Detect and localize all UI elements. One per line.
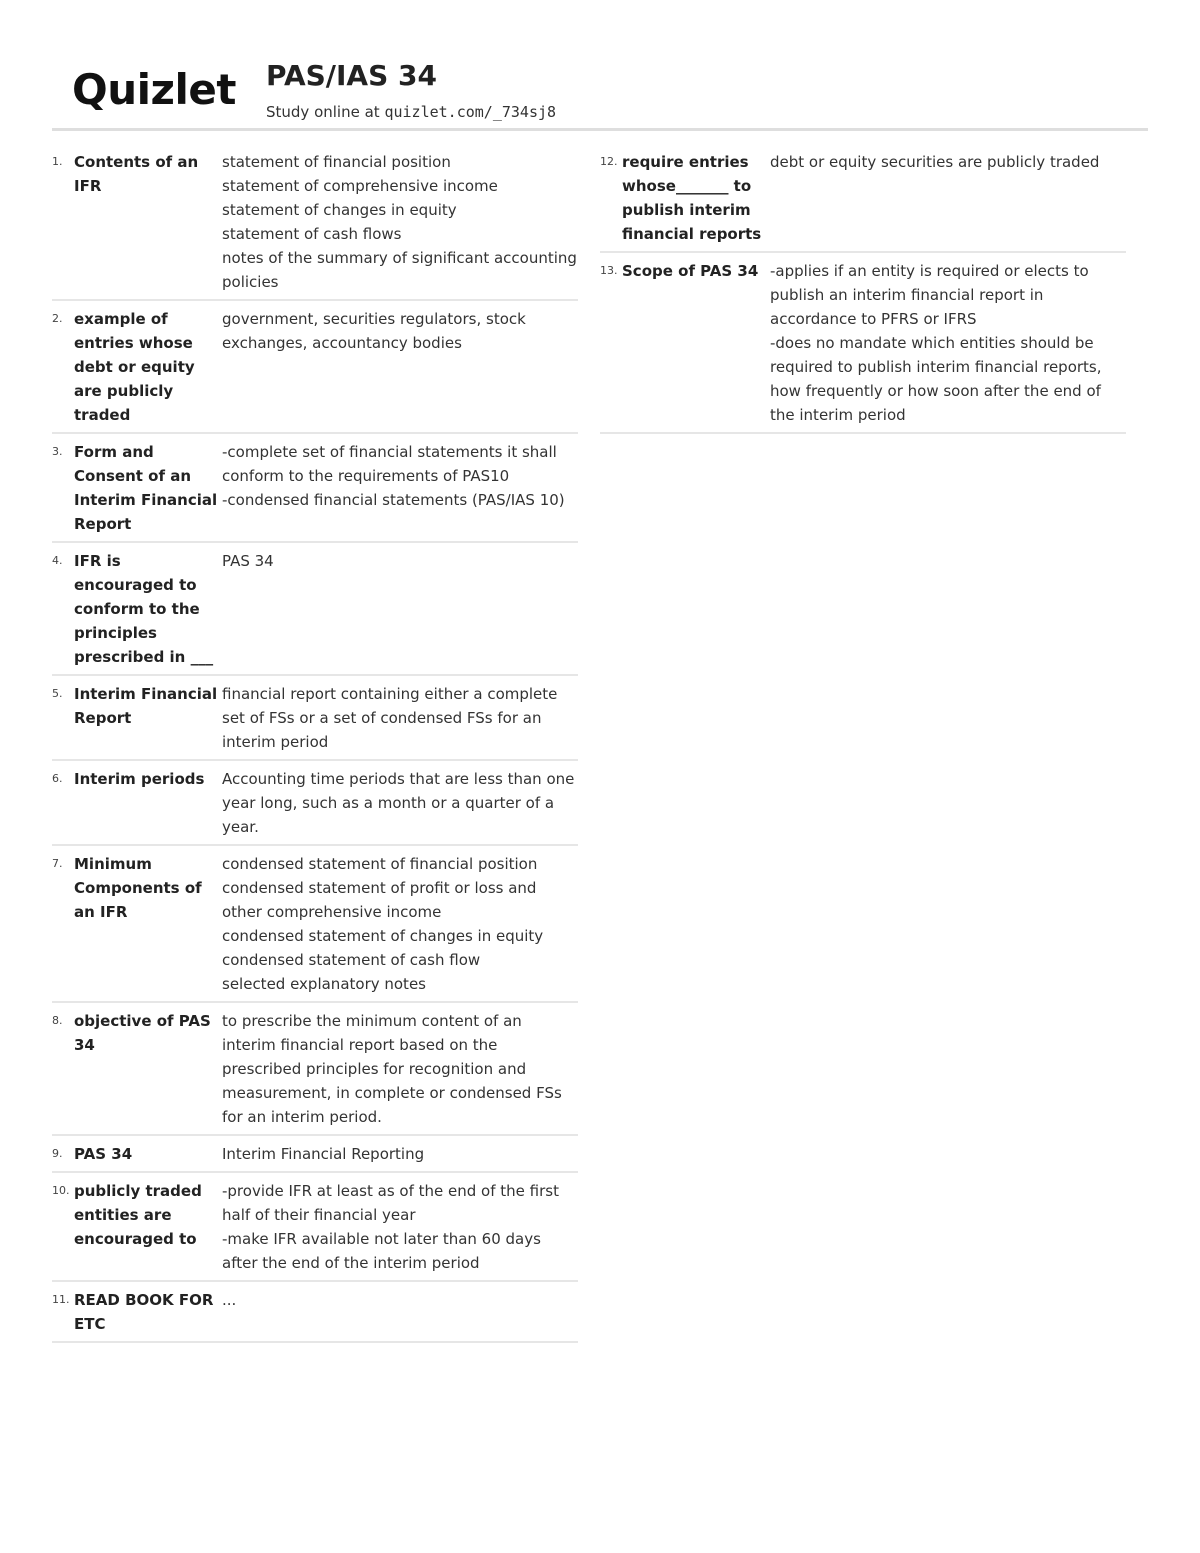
card-definition: statement of financial position statement of comprehensive income statement of changes in equity statement of cash flows notes of the summary of significant accounting policies bbox=[222, 153, 577, 291]
card-definition: Accounting time periods that are less than one year long, such as a month or a quarter of a year. bbox=[222, 770, 575, 836]
card-8 bbox=[52, 1009, 578, 1136]
card-number: 6. bbox=[52, 772, 63, 785]
card-term: publicly traded entities are encouraged to bbox=[74, 1182, 202, 1248]
cards-column-left bbox=[52, 150, 578, 1349]
study-prefix: Study online at bbox=[266, 103, 385, 121]
card-13 bbox=[600, 259, 1126, 434]
card-3 bbox=[52, 440, 578, 543]
card-10 bbox=[52, 1179, 578, 1282]
card-term: require entries whose_______ to publish interim financial reports bbox=[622, 153, 762, 243]
card-term: Form and Consent of an Interim Financial Report bbox=[74, 443, 218, 533]
card-definition: -applies if an entity is required or elects to publish an interim financial report in accordance to PFRS or IFRS -does no mandate which entities should be required to publish interim financial reports, how frequently or how soon after the end of the interim period bbox=[770, 262, 1102, 424]
page-header bbox=[0, 0, 1200, 132]
card-4 bbox=[52, 549, 578, 676]
card-term: Interim periods bbox=[74, 770, 205, 788]
card-number: 7. bbox=[52, 857, 63, 870]
card-term: Contents of an IFR bbox=[74, 153, 199, 195]
header-divider bbox=[52, 128, 1148, 131]
card-number: 8. bbox=[52, 1014, 63, 1027]
card-definition: debt or equity securities are publicly traded bbox=[770, 153, 1100, 171]
card-2 bbox=[52, 307, 578, 434]
card-definition: government, securities regulators, stock exchanges, accountancy bodies bbox=[222, 310, 526, 352]
card-number: 12. bbox=[600, 155, 618, 168]
card-7 bbox=[52, 852, 578, 1003]
card-definition: financial report containing either a complete set of FSs or a set of condensed FSs for an interim period bbox=[222, 685, 558, 751]
card-number: 1. bbox=[52, 155, 63, 168]
card-term: Scope of PAS 34 bbox=[622, 262, 759, 280]
card-term: objective of PAS 34 bbox=[74, 1012, 211, 1054]
page-title: PAS/IAS 34 bbox=[266, 59, 437, 92]
card-1 bbox=[52, 150, 578, 301]
card-number: 10. bbox=[52, 1184, 70, 1197]
card-term: example of entries whose debt or equity are publicly traded bbox=[74, 310, 195, 424]
card-number: 9. bbox=[52, 1147, 63, 1160]
card-definition: PAS 34 bbox=[222, 552, 274, 570]
card-definition: -complete set of financial statements it shall conform to the requirements of PAS10 -condensed financial statements (PAS/IAS 10) bbox=[222, 443, 565, 509]
card-term: Minimum Components of an IFR bbox=[74, 855, 202, 921]
card-6 bbox=[52, 767, 578, 846]
card-12 bbox=[600, 150, 1126, 253]
card-11 bbox=[52, 1288, 578, 1343]
quizlet-logo: Quizlet bbox=[72, 65, 236, 114]
card-definition: -provide IFR at least as of the end of the first half of their financial year -make IFR available not later than 60 days after the end of the interim period bbox=[222, 1182, 559, 1272]
study-online-line bbox=[266, 101, 556, 123]
card-definition: to prescribe the minimum content of an interim financial report based on the prescribed principles for recognition and measurement, in complete or condensed FSs for an interim period. bbox=[222, 1012, 562, 1126]
card-number: 2. bbox=[52, 312, 63, 325]
card-definition: ... bbox=[222, 1291, 237, 1309]
card-number: 5. bbox=[52, 687, 63, 700]
card-9 bbox=[52, 1142, 578, 1173]
card-definition: Interim Financial Reporting bbox=[222, 1145, 425, 1163]
card-definition: condensed statement of financial position condensed statement of profit or loss and other comprehensive income condensed statement of changes in equity condensed statement of cash flow selected explanatory notes bbox=[222, 855, 544, 993]
card-term: PAS 34 bbox=[74, 1145, 133, 1163]
card-term: READ BOOK FOR ETC bbox=[74, 1291, 214, 1333]
card-5 bbox=[52, 682, 578, 761]
card-number: 13. bbox=[600, 264, 618, 277]
card-number: 11. bbox=[52, 1293, 70, 1306]
cards-column-right bbox=[600, 150, 1126, 440]
card-number: 4. bbox=[52, 554, 63, 567]
card-term: Interim Financial Report bbox=[74, 685, 218, 727]
card-number: 3. bbox=[52, 445, 63, 458]
study-url-link[interactable]: quizlet.com/_734sj8 bbox=[384, 103, 557, 121]
card-term: IFR is encouraged to conform to the principles prescribed in ___ bbox=[74, 552, 214, 666]
